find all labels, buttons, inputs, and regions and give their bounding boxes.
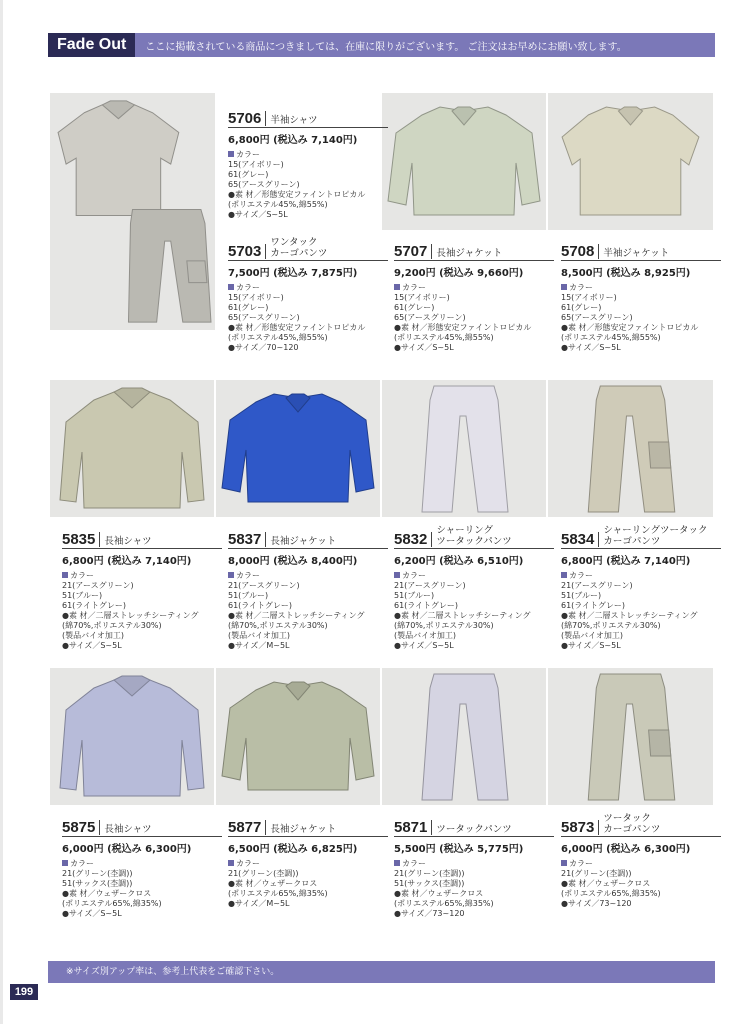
product-header [394, 233, 554, 261]
product-name-line: ワンタック [270, 237, 318, 248]
shirt-body [60, 392, 204, 508]
spec-line: (製品バイオ加工) [394, 631, 457, 640]
product-specs [394, 859, 554, 919]
color-square-icon [561, 572, 567, 578]
product-code: 5871 [394, 820, 432, 835]
spec-line: ●素 材／二層ストレッチシーティング [561, 611, 698, 620]
product-photo-5832 [382, 380, 546, 517]
shirt-body [58, 105, 179, 216]
product-name [270, 115, 317, 126]
spec-line: 51(サックス(杢調)) [394, 879, 465, 888]
spec-line: 21(グリーン(杢調)) [394, 869, 465, 878]
spec-line: ●サイズ／S~5L [394, 343, 454, 352]
product-name-line: シャーリングツータック [603, 525, 708, 536]
spec-line: 15(アイボリー) [228, 160, 284, 169]
product-name-line: カーゴパンツ [603, 824, 661, 835]
product-5703 [228, 233, 388, 353]
spec-line: 65(アースグリーン) [394, 313, 466, 322]
spec-line: ●素 材／二層ストレッチシーティング [394, 611, 531, 620]
cargo-pocket [187, 261, 207, 283]
color-square-icon [394, 860, 400, 866]
product-name-line: ツータック [603, 813, 651, 824]
color-square-icon [561, 284, 567, 290]
spec-line: 21(グリーン(杢調)) [561, 869, 632, 878]
product-name-line: ツータックパンツ [436, 536, 512, 547]
product-code: 5832 [394, 532, 432, 547]
product-5837 [228, 521, 388, 651]
product-header [228, 100, 388, 128]
product-header [62, 521, 222, 549]
product-price: 6,000円 (税込み 6,300円) [62, 844, 192, 855]
spec-line: ●素 材／二層ストレッチシーティング [62, 611, 199, 620]
color-square-icon [394, 572, 400, 578]
spec-line: (ポリエステル65%,綿35%) [228, 889, 328, 898]
spec-line: ●サイズ／S~5L [561, 641, 621, 650]
spec-line: 21(アースグリーン) [394, 581, 466, 590]
spec-line: (製品バイオ加工) [62, 631, 125, 640]
color-square-icon [62, 860, 68, 866]
product-5707 [394, 233, 554, 353]
spec-line: 51(ブルー) [62, 591, 103, 600]
product-photo-5873 [548, 668, 713, 805]
spec-line: ●サイズ／M~5L [228, 641, 290, 650]
footer-bar [48, 961, 715, 983]
spec-line: (ポリエステル45%,綿55%) [228, 333, 328, 342]
product-photo-5837 [216, 380, 380, 517]
color-square-icon [228, 151, 234, 157]
product-header [561, 809, 721, 837]
color-square-icon [62, 572, 68, 578]
spec-line: 21(アースグリーン) [228, 581, 300, 590]
product-price: 6,800円 (税込み 7,140円) [228, 135, 358, 146]
spec-line: カラー [228, 571, 388, 581]
product-photo-5707 [382, 93, 546, 230]
product-code: 5837 [228, 532, 266, 547]
product-specs [228, 859, 388, 909]
product-5835 [62, 521, 222, 651]
jacket-icon [216, 380, 380, 517]
product-price: 6,200円 (税込み 6,510円) [394, 556, 524, 567]
color-square-icon [561, 860, 567, 866]
spec-line: カラー [561, 571, 721, 581]
spec-line: 51(ブルー) [561, 591, 602, 600]
spec-line: ●サイズ／70~120 [228, 343, 299, 352]
product-name [270, 824, 336, 835]
product-code: 5873 [561, 820, 599, 835]
product-photo-5706-5703 [50, 93, 215, 330]
product-name [436, 824, 511, 835]
product-price: 6,500円 (税込み 6,825円) [228, 844, 358, 855]
product-header [228, 809, 388, 837]
spec-line: 21(アースグリーン) [62, 581, 134, 590]
spec-line: ●素 材／二層ストレッチシーティング [228, 611, 365, 620]
product-name [436, 248, 502, 259]
spec-line: (製品バイオ加工) [561, 631, 624, 640]
shirt-icon [50, 668, 214, 805]
product-header [228, 233, 388, 261]
product-specs [561, 283, 721, 353]
spec-line: ●素 材／形態安定ファイントロピカル [561, 323, 699, 332]
product-name-line: 長袖シャツ [104, 536, 152, 547]
spec-line: 15(アイボリー) [394, 293, 450, 302]
spec-line: カラー [228, 859, 388, 869]
cargo-pants-icon [548, 380, 713, 517]
spec-line: (綿70%,ポリエステル30%) [228, 621, 328, 630]
spec-line: 61(グレー) [228, 303, 269, 312]
spec-line: カラー [228, 283, 388, 293]
spec-line: ●素 材／ウェザークロス [394, 889, 484, 898]
spec-line: カラー [62, 859, 222, 869]
spec-line: ●素 材／ウェザークロス [228, 879, 318, 888]
jacket-icon [216, 668, 380, 805]
spec-line: 51(ブルー) [228, 591, 269, 600]
product-name [603, 813, 660, 835]
spec-line: 51(サックス(杢調)) [62, 879, 133, 888]
pants-body [422, 386, 508, 512]
spec-line: ●素 材／ウェザークロス [561, 879, 651, 888]
product-specs [394, 283, 554, 353]
product-code: 5703 [228, 244, 266, 259]
product-specs [394, 571, 554, 651]
product-photo-5708 [548, 93, 713, 230]
spec-line: (綿70%,ポリエステル30%) [62, 621, 162, 630]
pants-body [422, 674, 508, 800]
page-margin-line [0, 0, 3, 1024]
spec-line: カラー [394, 571, 554, 581]
spec-line: ●サイズ／73~120 [561, 899, 632, 908]
product-5708 [561, 233, 721, 353]
spec-line: (ポリエステル45%,綿55%) [561, 333, 661, 342]
product-photo-5877 [216, 668, 380, 805]
product-code: 5875 [62, 820, 100, 835]
product-price: 9,200円 (税込み 9,660円) [394, 268, 524, 279]
spec-line: 15(アイボリー) [561, 293, 617, 302]
product-code: 5708 [561, 244, 599, 259]
shirt-icon [50, 380, 214, 517]
product-name-line: 半袖シャツ [270, 115, 318, 126]
footer-note: ※サイズ別アップ率は、参考上代表をご確認下さい。 [66, 967, 280, 977]
shirt-and-cargo-pants-icon [50, 93, 215, 330]
spec-line: 65(アースグリーン) [228, 180, 300, 189]
spec-line: ●素 材／ウェザークロス [62, 889, 152, 898]
spec-line: ●素 材／形態安定ファイントロピカル [228, 323, 366, 332]
product-specs [62, 859, 222, 919]
spec-line: カラー [62, 571, 222, 581]
spec-line: (製品バイオ加工) [228, 631, 291, 640]
color-square-icon [394, 284, 400, 290]
product-header [561, 521, 721, 549]
spec-line: 51(ブルー) [394, 591, 435, 600]
product-name [436, 525, 511, 547]
spec-line: ●サイズ／S~5L [228, 210, 288, 219]
pants-icon [382, 668, 546, 805]
spec-line: カラー [394, 283, 554, 293]
spec-line: 61(ライトグレー) [228, 601, 293, 610]
spec-line: (ポリエステル45%,綿55%) [228, 200, 328, 209]
spec-line: ●サイズ／S~5L [62, 641, 122, 650]
product-name [104, 824, 151, 835]
product-photo-5875 [50, 668, 214, 805]
shirt-body [60, 680, 204, 796]
stock-notice: ここに掲載されている商品につきましては、在庫に限りがございます。 ご注文はお早めにお願い致します。 [145, 41, 627, 53]
jacket-icon [382, 93, 546, 230]
spec-line: ●サイズ／S~5L [394, 641, 454, 650]
product-code: 5877 [228, 820, 266, 835]
product-name-line: 半袖ジャケット [603, 248, 670, 259]
spec-line: 61(グレー) [228, 170, 269, 179]
product-header [561, 233, 721, 261]
spec-line: ●素 材／形態安定ファイントロピカル [394, 323, 532, 332]
product-5706 [228, 100, 388, 220]
color-square-icon [228, 284, 234, 290]
product-name [603, 525, 707, 547]
spec-line: (綿70%,ポリエステル30%) [561, 621, 661, 630]
pants-icon [382, 380, 546, 517]
spec-line: 65(アースグリーン) [228, 313, 300, 322]
product-header [394, 809, 554, 837]
spec-line: 61(ライトグレー) [62, 601, 127, 610]
product-code: 5707 [394, 244, 432, 259]
spec-line: カラー [561, 283, 721, 293]
cargo-pants-icon [548, 668, 713, 805]
fade-out-banner [48, 33, 715, 57]
cargo-pocket [649, 730, 671, 756]
product-name-line: 長袖ジャケット [270, 824, 337, 835]
spec-line: カラー [561, 859, 721, 869]
product-photo-5834 [548, 380, 713, 517]
spec-line: ●サイズ／M~5L [228, 899, 290, 908]
product-5877 [228, 809, 388, 909]
product-name-line: カーゴパンツ [603, 536, 661, 547]
product-specs [228, 150, 388, 220]
product-price: 6,800円 (税込み 7,140円) [62, 556, 192, 567]
spec-line: 61(ライトグレー) [561, 601, 626, 610]
spec-line: ●サイズ／S~5L [561, 343, 621, 352]
product-name-line: 長袖ジャケット [270, 536, 337, 547]
product-code: 5834 [561, 532, 599, 547]
product-code: 5706 [228, 111, 266, 126]
page-number: 199 [10, 984, 38, 1000]
product-price: 6,000円 (税込み 6,300円) [561, 844, 691, 855]
product-5873 [561, 809, 721, 909]
spec-line: (綿70%,ポリエステル30%) [394, 621, 494, 630]
product-5834 [561, 521, 721, 651]
spec-line: 65(アースグリーン) [561, 313, 633, 322]
color-square-icon [228, 572, 234, 578]
product-price: 8,000円 (税込み 8,400円) [228, 556, 358, 567]
product-specs [561, 571, 721, 651]
product-name [104, 536, 151, 547]
spec-line: 15(アイボリー) [228, 293, 284, 302]
product-specs [62, 571, 222, 651]
product-header [62, 809, 222, 837]
product-5875 [62, 809, 222, 919]
product-name-line: 長袖シャツ [104, 824, 152, 835]
spec-line: 61(グレー) [561, 303, 602, 312]
spec-line: (ポリエステル65%,綿35%) [62, 899, 162, 908]
short-sleeve-jacket-icon [548, 93, 713, 230]
product-header [394, 521, 554, 549]
product-name-line: シャーリング [436, 525, 493, 536]
product-5832 [394, 521, 554, 651]
spec-line: (ポリエステル65%,綿35%) [394, 899, 494, 908]
product-price: 8,500円 (税込み 8,925円) [561, 268, 691, 279]
spec-line: ●素 材／形態安定ファイントロピカル [228, 190, 366, 199]
product-photo-5835 [50, 380, 214, 517]
product-price: 5,500円 (税込み 5,775円) [394, 844, 524, 855]
spec-line: 21(グリーン(杢調)) [62, 869, 133, 878]
product-5871 [394, 809, 554, 919]
product-specs [228, 283, 388, 353]
product-name-line: ツータックパンツ [436, 824, 512, 835]
product-price: 7,500円 (税込み 7,875円) [228, 268, 358, 279]
product-name-line: カーゴパンツ [270, 248, 328, 259]
product-price: 6,800円 (税込み 7,140円) [561, 556, 691, 567]
spec-line: (ポリエステル45%,綿55%) [394, 333, 494, 342]
product-code: 5835 [62, 532, 100, 547]
product-name [270, 536, 336, 547]
product-specs [561, 859, 721, 909]
product-header [228, 521, 388, 549]
spec-line: 21(グリーン(杢調)) [228, 869, 299, 878]
fade-out-tag: Fade Out [48, 33, 135, 57]
spec-line: カラー [394, 859, 554, 869]
product-name [603, 248, 669, 259]
spec-line: 21(アースグリーン) [561, 581, 633, 590]
spec-line: ●サイズ／73~120 [394, 909, 465, 918]
cargo-pocket [649, 442, 671, 468]
spec-line: 61(ライトグレー) [394, 601, 459, 610]
spec-line: ●サイズ／S~5L [62, 909, 122, 918]
product-specs [228, 571, 388, 651]
product-name-line: 長袖ジャケット [436, 248, 503, 259]
product-name [270, 237, 327, 259]
spec-line: カラー [228, 150, 388, 160]
spec-line: (ポリエステル65%,綿35%) [561, 889, 661, 898]
spec-line: 61(グレー) [394, 303, 435, 312]
product-photo-5871 [382, 668, 546, 805]
color-square-icon [228, 860, 234, 866]
